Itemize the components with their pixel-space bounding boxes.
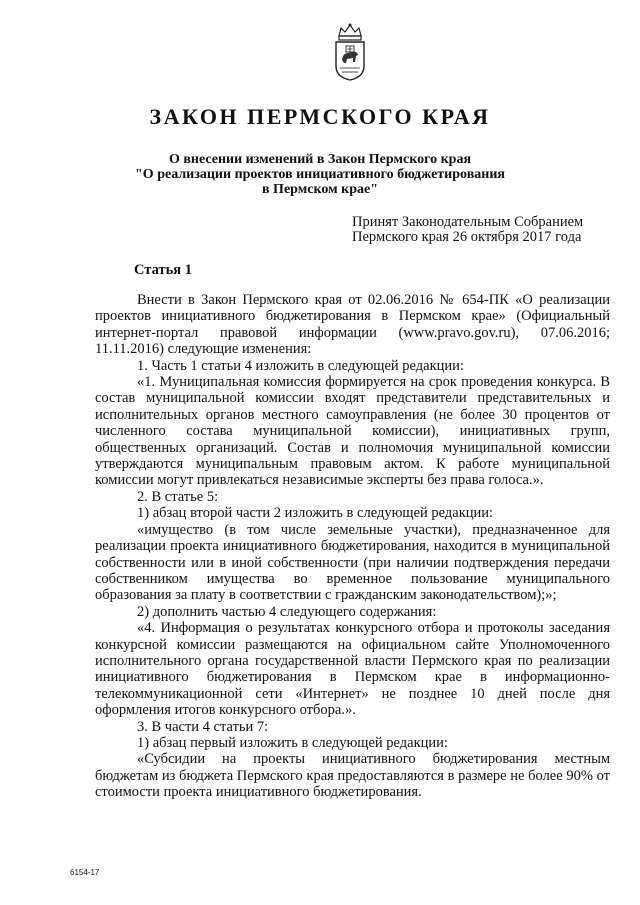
article-paragraph: 3. В части 4 статьи 7: [137, 718, 269, 735]
article-paragraph: Внести в Закон Пермского края от 02.06.2016 № 654-ПК «О реализации проектов инициативного бюджетирования в Пермском крае» (Официальный интернет-портал правовой информации (www.pravo.gov.ru), 07.06.2016; 11.11.2016) следующие изменения: [95, 292, 610, 358]
subtitle-line: в Пермском крае" [262, 182, 378, 197]
document-code: 6154-17 [70, 868, 100, 877]
law-subtitle [100, 152, 540, 197]
subtitle-line: "О реализации проектов инициативного бюджетирования [135, 167, 505, 182]
article-paragraph: 1) абзац второй части 2 изложить в следующей редакции: [137, 505, 494, 522]
subtitle-line: О внесении изменений в Закон Пермского края [168, 152, 472, 167]
article-paragraph: 2) дополнить частью 4 следующего содержания: [137, 603, 437, 620]
adoption-note [352, 215, 632, 245]
article-paragraph: 2. В статье 5: [137, 488, 219, 505]
article-title: Статья 1 [134, 262, 192, 278]
adoption-line: Принят Законодательным Собранием [352, 214, 584, 230]
article-paragraph: 1) абзац первый изложить в следующей редакции: [137, 734, 448, 751]
article-paragraph: «Субсидии на проекты инициативного бюджетирования местным бюджетам из бюджета Пермского края предоставляются в размере не более 90% от стоимости проекта инициативного бюджетирования. [95, 751, 610, 801]
article-body [95, 292, 610, 801]
article-paragraph: «4. Информация о результатах конкурсного отбора и протоколы заседания конкурсной комиссии размещаются на официальном сайте Уполномоченного исполнительного органа государственной власти Пермского края по реализации инициативного бюджетирования в Пермском крае в информационно-телекоммуникационной сети «Интернет» не позднее 10 дней после дня оформления итогов конкурсного отбора.». [95, 620, 610, 719]
article-paragraph: «1. Муниципальная комиссия формируется на срок проведения конкурса. В состав муниципальной комиссии входят представители представительных и исполнительных органов местного самоуправления (не более 30 процентов от численного состава муниципальной комиссии), инициативных групп, общественных организаций. Состав и полномочия муниципальной комиссии утверждаются муниципальным правовым актом. К работе муниципальной комиссии могут привлекаться независимые эксперты без права голоса.». [95, 374, 610, 489]
perm-krai-coat-of-arms-icon [331, 22, 369, 82]
law-title: ЗАКОН ПЕРМСКОГО КРАЯ [149, 104, 491, 129]
article-paragraph: «имущество (в том числе земельные участки), предназначенное для реализации проекта инициативного бюджетирования, находится в муниципальной собственности или в иной собственности (при наличии подтверждения передачи собственником имущества во временное пользование муниципального образования за плату в соответствии с гражданским законодательством);»; [95, 521, 610, 604]
article-paragraph: 1. Часть 1 статьи 4 изложить в следующей редакции: [137, 357, 464, 374]
adoption-line: Пермского края 26 октября 2017 года [352, 229, 582, 245]
